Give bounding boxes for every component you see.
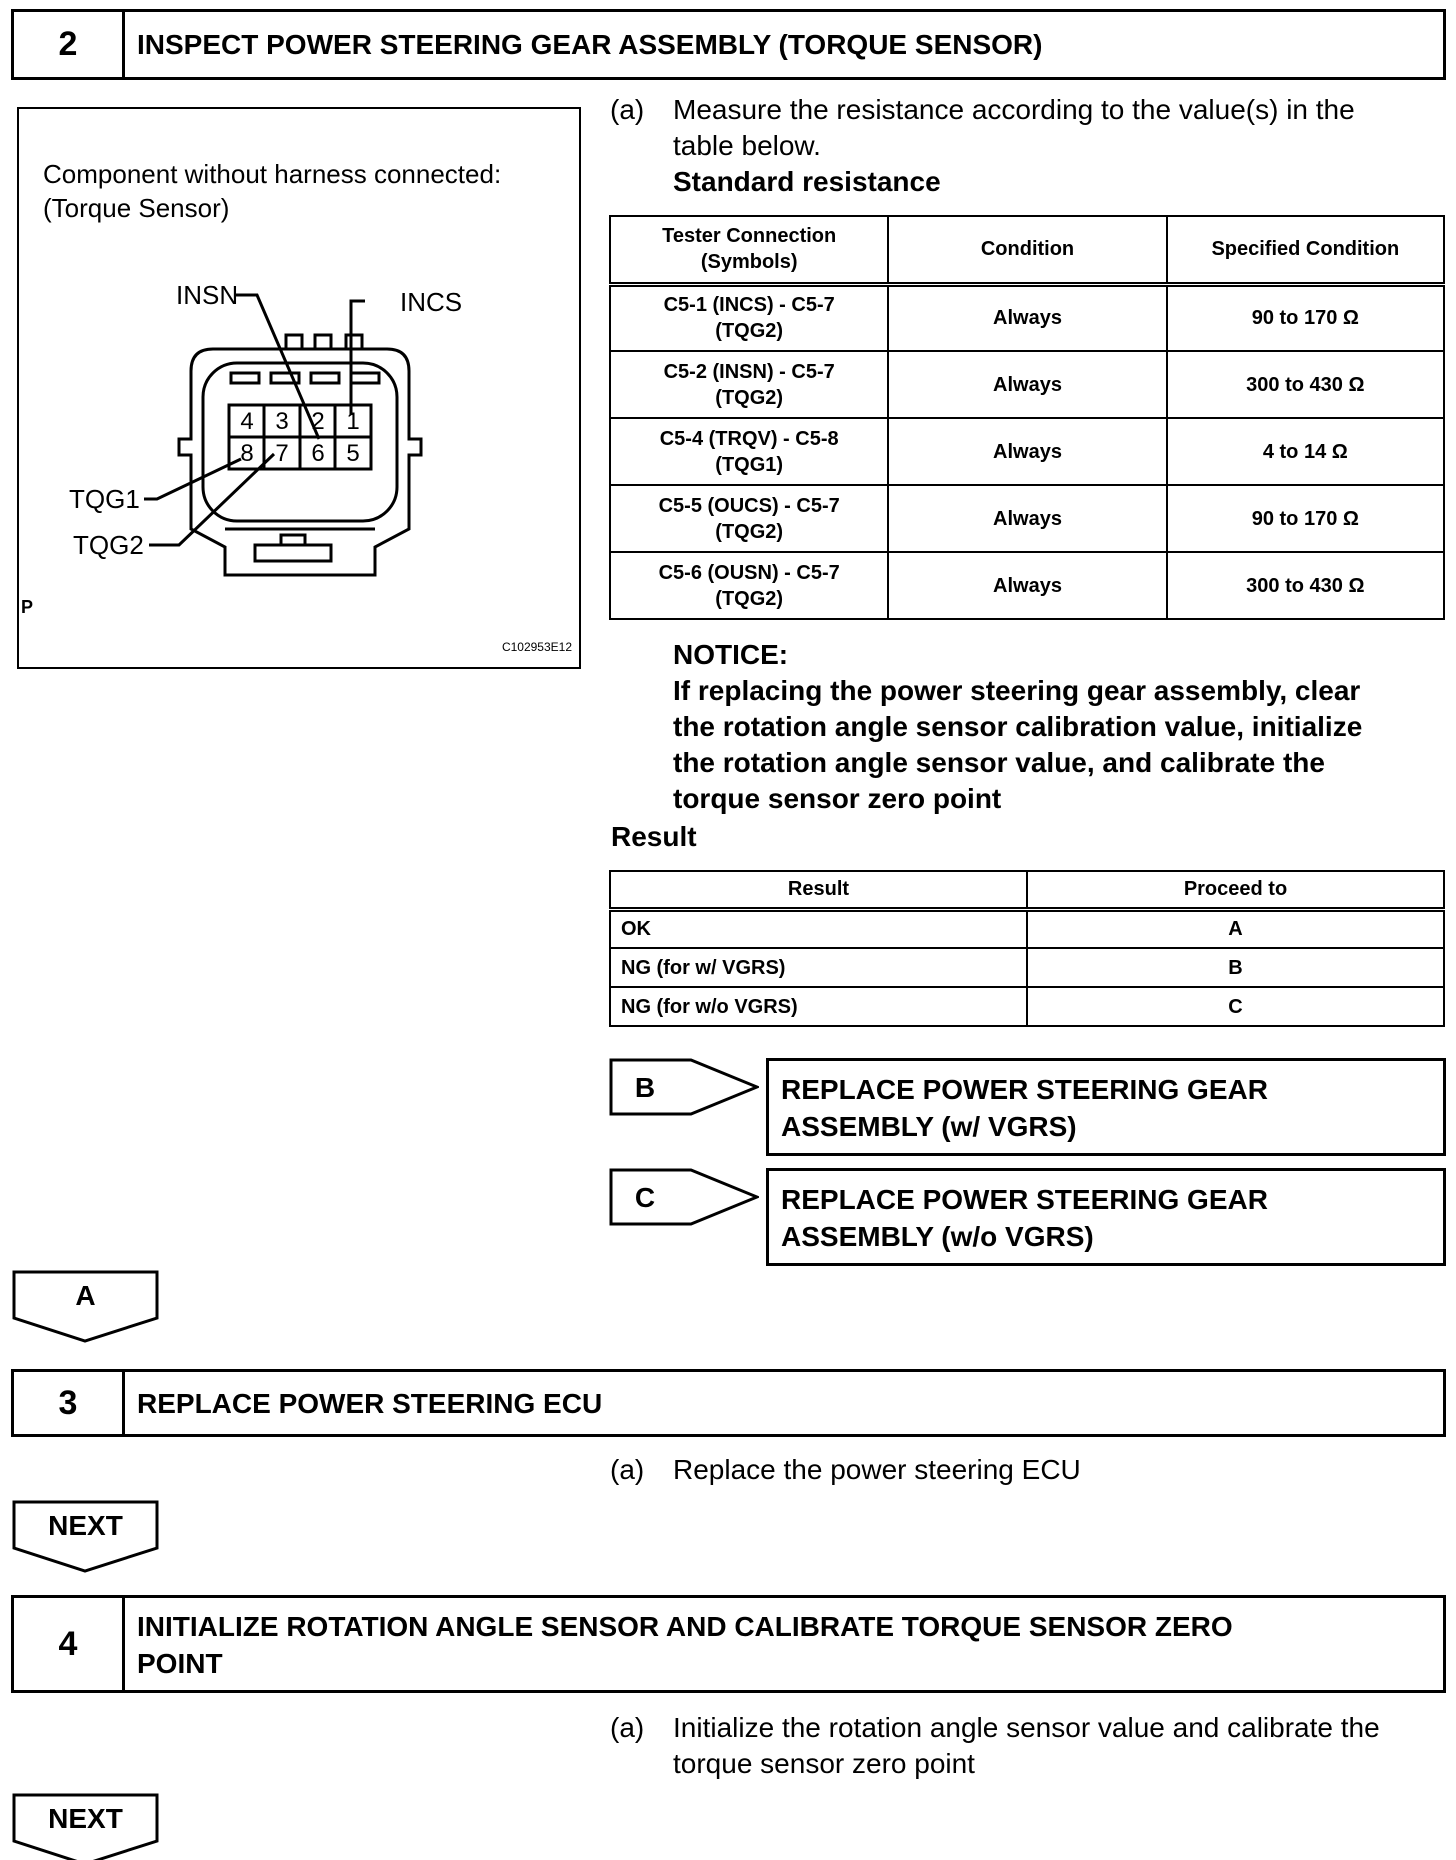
label-insn: INSN — [176, 280, 239, 310]
spec-cell: 90 to 170 Ω — [1167, 284, 1444, 351]
step-title: REPLACE POWER STEERING ECU — [137, 1387, 603, 1419]
step-4-header — [11, 1595, 1446, 1693]
pin-6: 6 — [311, 440, 325, 467]
col-header-result: Result — [610, 871, 1027, 909]
step-number: 2 — [14, 12, 125, 77]
pin-7: 7 — [275, 440, 289, 467]
table-row: NG (for w/ VGRS) B — [610, 948, 1444, 987]
table-row — [610, 485, 1444, 552]
spec-cell: 300 to 430 Ω — [1167, 552, 1444, 619]
step-3-header — [11, 1369, 1446, 1437]
step-title: INSPECT POWER STEERING GEAR ASSEMBLY (TORQUE SENSOR) — [137, 29, 1043, 60]
tester-connection-cell: C5-2 (INSN) - C5-7 (TQG2) — [610, 351, 888, 418]
condition-cell: Always — [888, 351, 1166, 418]
notice-heading: NOTICE: — [673, 639, 789, 670]
table-row: NG (for w/o VGRS) C — [610, 987, 1444, 1026]
label-incs: INCS — [400, 287, 463, 317]
step-2-header — [11, 9, 1446, 80]
step-3-instruction: (a) Replace the power steering ECU — [610, 1454, 1081, 1485]
result-heading: Result — [611, 821, 697, 852]
step-number: 3 — [14, 1372, 125, 1434]
label-tqg1: TQG1 — [69, 484, 140, 514]
instruction-label: (a) — [610, 94, 645, 125]
instruction-text: Measure the resistance according to the value(s) in the table below. — [673, 94, 1355, 161]
branch-c-arrow[interactable] — [609, 1168, 759, 1226]
branch-b-arrow[interactable] — [609, 1058, 759, 1116]
proceed-a-button[interactable]: A — [12, 1270, 159, 1343]
label-p: P — [21, 597, 34, 617]
next-button[interactable]: NEXT — [12, 1500, 159, 1573]
table-row — [610, 351, 1444, 418]
table-row — [610, 284, 1444, 351]
notice-block: NOTICE: If replacing the power steering gear assembly, clear the rotation angle sensor calibration value, initialize the rotation angle sensor value, and calibrate the torque sensor zero point — [673, 637, 1453, 817]
branch-b-letter: B — [634, 1072, 656, 1103]
col-header-specified-condition: Specified Condition — [1167, 216, 1444, 284]
pin-5: 5 — [346, 440, 360, 467]
tester-connection-cell: C5-6 (OUSN) - C5-7 (TQG2) — [610, 552, 888, 619]
condition-cell: Always — [888, 552, 1166, 619]
condition-cell: Always — [888, 418, 1166, 485]
tester-connection-cell: C5-4 (TRQV) - C5-8 (TQG1) — [610, 418, 888, 485]
step-2-instruction — [610, 92, 1450, 164]
pin-4: 4 — [240, 408, 254, 435]
resistance-table — [609, 215, 1445, 620]
branch-c-letter: C — [634, 1182, 656, 1213]
table-row — [610, 552, 1444, 619]
diagram-caption: Component without harness connected: (Torque Sensor) — [43, 159, 502, 223]
label-tqg2: TQG2 — [73, 530, 144, 560]
step-4-instruction: (a) Initialize the rotation angle sensor value and calibrate the torque sensor zero point — [610, 1712, 1380, 1779]
table-row — [610, 418, 1444, 485]
spec-cell: 4 to 14 Ω — [1167, 418, 1444, 485]
spec-cell: 90 to 170 Ω — [1167, 485, 1444, 552]
torque-sensor-connector-drawing — [19, 109, 579, 667]
pin-1: 1 — [346, 408, 360, 435]
pin-8: 8 — [240, 440, 254, 467]
next-button[interactable]: NEXT — [12, 1793, 159, 1860]
step-title: INITIALIZE ROTATION ANGLE SENSOR AND CALIBRATE TORQUE SENSOR ZERO POINT — [137, 1611, 1233, 1679]
standard-resistance-heading: Standard resistance — [673, 166, 941, 197]
step-number: 4 — [14, 1598, 125, 1690]
condition-cell: Always — [888, 485, 1166, 552]
spec-cell: 300 to 430 Ω — [1167, 351, 1444, 418]
figure-code: C102953E12 — [501, 640, 572, 654]
tester-connection-cell: C5-5 (OUCS) - C5-7 (TQG2) — [610, 485, 888, 552]
branch-b-action: REPLACE POWER STEERING GEAR ASSEMBLY (w/ VGRS) — [766, 1058, 1446, 1156]
col-header-condition: Condition — [888, 216, 1166, 284]
table-row: OK A — [610, 909, 1444, 948]
condition-cell: Always — [888, 284, 1166, 351]
connector-diagram — [17, 107, 581, 669]
branch-c-action: REPLACE POWER STEERING GEAR ASSEMBLY (w/o VGRS) — [766, 1168, 1446, 1266]
pin-2: 2 — [311, 408, 325, 435]
col-header-tester-connection: Tester Connection (Symbols) — [610, 216, 888, 284]
tester-connection-cell: C5-1 (INCS) - C5-7 (TQG2) — [610, 284, 888, 351]
pin-3: 3 — [275, 408, 289, 435]
result-table — [609, 870, 1445, 1027]
col-header-proceed-to: Proceed to — [1027, 871, 1444, 909]
